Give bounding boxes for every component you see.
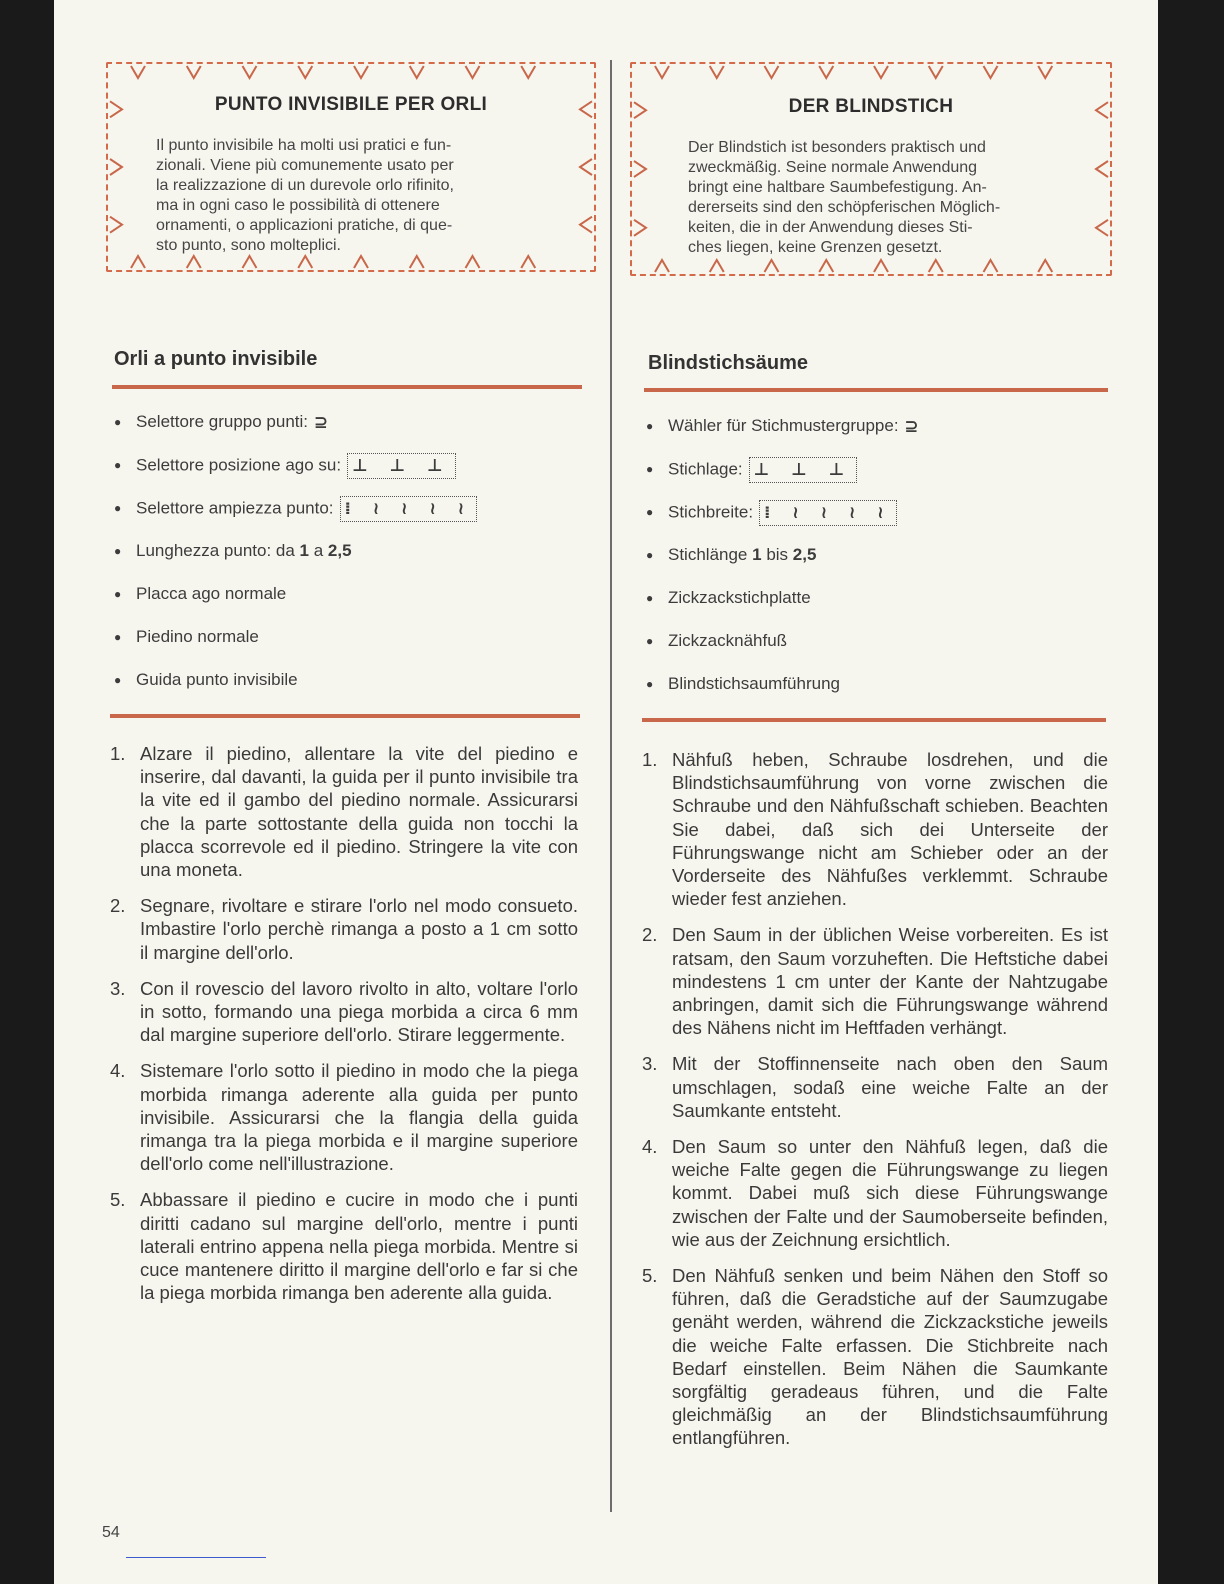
settings-list [646,414,1110,715]
step-item: 3. Con il rovescio del lavoro rivolto in alto, voltare l'orlo in sotto, formando una piega morbida a circa 6 mm dal margine superiore dell'orlo. Stirare leggermente. [110,977,578,1046]
accent-rule [642,718,1106,722]
accent-rule [110,714,580,718]
accent-rule [112,385,582,389]
box-line: ornamenti, o applicazioni pratiche, di que- [156,217,453,234]
setting-item: ● Selettore posizione ago su: ⊥ ⊥ ⊥ [114,453,584,496]
manual-page [54,0,1158,1584]
section-title: Blindstichsäume [648,352,809,374]
step-item: 4. Den Saum so unter den Nähfuß legen, daß die weiche Falte gegen die Führungswange zu liegen kommt. Dabei muß sich diese Führungswange zwischen der Falte und der Saumoberseite befinden, wie aus der Zeichnung ersichtlich. [642,1136,1108,1250]
setting-item: ● Guida punto invisibile [114,668,584,711]
setting-item: ● Selettore ampiezza punto: ⁞ ≀ ≀ ≀ ≀ [114,496,584,539]
page-number: 54 [102,1524,120,1541]
needle-position-icon: ⊥ ⊥ ⊥ [749,457,857,483]
box-title: DER BLINDSTICH [788,96,954,117]
stitch-group-icon: ⊇ [314,412,329,433]
step-item: 5. Den Nähfuß senken und beim Nähen den Stoff so führen, daß die Geradstiche auf der Saumzugabe genäht werden, während die Zickzackstiche jeweils die weiche Falte erfassen. Die Stichbreite nach Bedarf einstellen. Beim Nähen die Saumkante sorgfältig geradeaus führen, und die Falte gleichmäßig an der Blindstichsaumführung entlangführen. [642,1265,1108,1449]
setting-item: ● Piedino normale [114,625,584,668]
box-intro-text [156,136,544,256]
accent-rule [644,388,1108,392]
box-title: PUNTO INVISIBILE PER ORLI [214,94,488,115]
setting-item: ● Stichlänge 1 bis 2,5 [646,543,1110,586]
step-item: 5. Abbassare il piedino e cucire in modo che i punti diritti cadano sul margine dell'orlo, mentre i punti laterali entrino appena nella piega morbida. Mentre si cuce mantenere diritto il margine dell'orlo e far si che la piega morbida rimanga ben aderente alla guida. [110,1189,578,1304]
box-line: Il punto invisibile ha molti usi pratici e fun- [156,137,452,154]
page-underline [126,1557,266,1558]
setting-item: ● Zickzacknähfuß [646,629,1110,672]
settings-list [114,410,584,711]
step-item: 3. Mit der Stoffinnenseite nach oben den Saum umschlagen, sodaß eine weiche Falte an der Saumkante entsteht. [642,1053,1108,1121]
box-line: bringt eine haltbare Saumbefestigung. An- [688,179,987,196]
setting-item: ● Stichlage: ⊥ ⊥ ⊥ [646,457,1110,500]
stitch-width-icon: ⁞ ≀ ≀ ≀ ≀ [759,500,897,526]
step-item: 1. Nähfuß heben, Schraube losdrehen, und die Blindstichsaumführung von vorne zwischen die Schraube und den Nähfußschaft schieben. Beachten Sie dabei, daß sich dei Unterseite der Führungswange nicht am Schieber oder an der Vorderseite des Nähfußes verklemmt. Schraube wieder fest anziehen. [642,749,1108,910]
instruction-steps [110,742,578,1317]
instruction-steps [642,748,1108,1463]
setting-item: ● Selettore gruppo punti: ⊇ [114,410,584,453]
needle-position-icon: ⊥ ⊥ ⊥ [347,453,455,479]
box-line: zionali. Viene più comunemente usato per [156,157,454,174]
setting-item: ● Stichbreite: ⁞ ≀ ≀ ≀ ≀ [646,500,1110,543]
step-item: 1. Alzare il piedino, allentare la vite del piedino e inserire, dal davanti, la guida per il punto invisibile tra la vite ed il gambo del piedino normale. Assicurarsi che la parte sottostante della guida non tocchi la placca scorrevole ed il piedino. Stringere la vite con una moneta. [110,743,578,881]
box-line: zweckmäßig. Seine normale Anwendung [688,159,978,176]
box-line: Der Blindstich ist besonders praktisch und [688,139,986,156]
setting-item: ● Wähler für Stichmustergruppe: ⊇ [646,414,1110,457]
box-line: ches liegen, keine Grenzen gesetzt. [688,239,943,256]
setting-item: ● Zickzackstichplatte [646,586,1110,629]
setting-item: ● Placca ago normale [114,582,584,625]
box-line: sto punto, sono molteplici. [156,237,341,254]
info-box-left [106,62,596,272]
box-line: keiten, die in der Anwendung dieses Sti- [688,219,973,236]
column-divider [610,60,612,1512]
step-item: 4. Sistemare l'orlo sotto il piedino in modo che la piega morbida rimanga aderente alla guida per punto invisibile. Assicurarsi che la flangia della guida rimanga tra la piega morbida e il margine superiore dell'orlo come nell'illustrazione. [110,1060,578,1175]
info-box-right [630,62,1112,276]
setting-item: ● Lunghezza punto: da 1 a 2,5 [114,539,584,582]
box-line: la realizzazione di un durevole orlo rifinito, [156,177,454,194]
box-line: ma in ogni caso le possibilità di ottenere [156,197,440,214]
step-item: 2. Segnare, rivoltare e stirare l'orlo nel modo consueto. Imbastire l'orlo perchè rimanga a posto a 1 cm sotto il margine dell'orlo. [110,895,578,963]
section-title: Orli a punto invisibile [114,348,318,370]
box-line: dererseits sind den schöpferischen Möglich- [688,199,1001,216]
stitch-width-icon: ⁞ ≀ ≀ ≀ ≀ [340,496,478,522]
setting-item: ● Blindstichsaumführung [646,672,1110,715]
step-item: 2. Den Saum in der üblichen Weise vorbereiten. Es ist ratsam, den Saum vorzuheften. Die Heftstiche dabei mindestens 1 cm unter der Kante der Nahtzugabe anbringen, damit sich die Führungswange während des Nähens nicht im Heftfaden verhängt. [642,924,1108,1039]
box-intro-text [688,138,1072,258]
stitch-group-icon: ⊇ [904,416,919,437]
